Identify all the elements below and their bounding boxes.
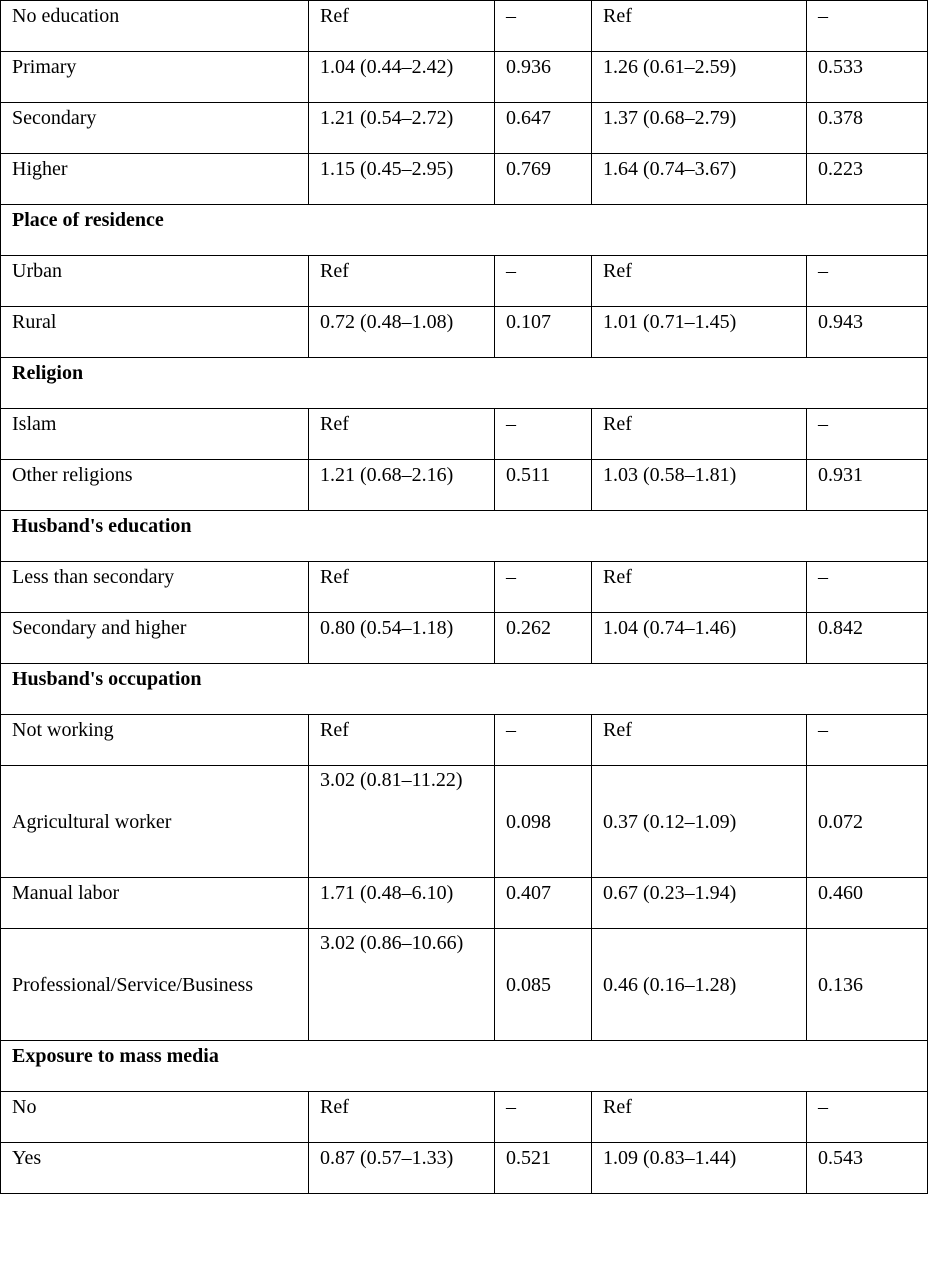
table-row bbox=[1, 409, 928, 460]
table-row bbox=[1, 154, 928, 205]
table-row bbox=[1, 256, 928, 307]
p-value-cell-2: – bbox=[807, 1, 928, 52]
p-value-cell-2: – bbox=[807, 1092, 928, 1143]
p-value-cell-2: – bbox=[807, 256, 928, 307]
odds-ratio-cell-2: 1.01 (0.71–1.45) bbox=[592, 307, 807, 358]
table-body bbox=[1, 1, 928, 1194]
row-label-cell: Higher bbox=[1, 154, 309, 205]
section-header: Place of residence bbox=[1, 205, 928, 256]
p-value-cell-2: 0.943 bbox=[807, 307, 928, 358]
table-row bbox=[1, 1092, 928, 1143]
row-label-cell: Urban bbox=[1, 256, 309, 307]
odds-ratio-cell-1: 1.21 (0.68–2.16) bbox=[309, 460, 495, 511]
p-value-cell-1: 0.647 bbox=[495, 103, 592, 154]
section-header-row bbox=[1, 511, 928, 562]
p-value-cell-2: – bbox=[807, 409, 928, 460]
p-value-cell-1: 0.769 bbox=[495, 154, 592, 205]
odds-ratio-cell-1: 1.04 (0.44–2.42) bbox=[309, 52, 495, 103]
odds-ratio-cell-1: 0.87 (0.57–1.33) bbox=[309, 1143, 495, 1194]
row-label-cell: No bbox=[1, 1092, 309, 1143]
odds-ratio-cell-1: 1.21 (0.54–2.72) bbox=[309, 103, 495, 154]
p-value-cell-1: 0.098 bbox=[495, 766, 592, 878]
p-value-cell-2: 0.543 bbox=[807, 1143, 928, 1194]
p-value-cell-2: 0.072 bbox=[807, 766, 928, 878]
section-header: Exposure to mass media bbox=[1, 1041, 928, 1092]
odds-ratio-cell-1: 1.15 (0.45–2.95) bbox=[309, 154, 495, 205]
section-header: Religion bbox=[1, 358, 928, 409]
odds-ratio-cell-1: 3.02 (0.86–10.66) bbox=[309, 929, 495, 1041]
table-row bbox=[1, 460, 928, 511]
row-label-cell: Secondary bbox=[1, 103, 309, 154]
odds-ratio-cell-2: 0.67 (0.23–1.94) bbox=[592, 878, 807, 929]
row-label-cell: Yes bbox=[1, 1143, 309, 1194]
odds-ratio-cell-1: Ref bbox=[309, 1092, 495, 1143]
section-header-row bbox=[1, 1041, 928, 1092]
p-value-cell-1: 0.521 bbox=[495, 1143, 592, 1194]
section-header-row bbox=[1, 664, 928, 715]
odds-ratio-cell-2: 1.03 (0.58–1.81) bbox=[592, 460, 807, 511]
row-label-cell: Manual labor bbox=[1, 878, 309, 929]
row-label-cell: Rural bbox=[1, 307, 309, 358]
p-value-cell-2: 0.378 bbox=[807, 103, 928, 154]
row-label-cell: Islam bbox=[1, 409, 309, 460]
table-row bbox=[1, 103, 928, 154]
odds-ratio-cell-2: 1.64 (0.74–3.67) bbox=[592, 154, 807, 205]
row-label-cell: Other religions bbox=[1, 460, 309, 511]
odds-ratio-cell-1: Ref bbox=[309, 715, 495, 766]
p-value-cell-2: – bbox=[807, 715, 928, 766]
odds-ratio-cell-2: 0.46 (0.16–1.28) bbox=[592, 929, 807, 1041]
odds-ratio-cell-2: Ref bbox=[592, 562, 807, 613]
odds-ratio-cell-2: Ref bbox=[592, 715, 807, 766]
section-header: Husband's education bbox=[1, 511, 928, 562]
p-value-cell-2: – bbox=[807, 562, 928, 613]
section-header: Husband's occupation bbox=[1, 664, 928, 715]
odds-ratio-cell-1: Ref bbox=[309, 409, 495, 460]
p-value-cell-1: – bbox=[495, 1092, 592, 1143]
odds-ratio-cell-1: Ref bbox=[309, 562, 495, 613]
odds-ratio-cell-2: 0.37 (0.12–1.09) bbox=[592, 766, 807, 878]
p-value-cell-1: 0.085 bbox=[495, 929, 592, 1041]
p-value-cell-2: 0.931 bbox=[807, 460, 928, 511]
table-row bbox=[1, 1143, 928, 1194]
p-value-cell-2: 0.842 bbox=[807, 613, 928, 664]
odds-ratio-cell-2: Ref bbox=[592, 409, 807, 460]
p-value-cell-1: – bbox=[495, 256, 592, 307]
odds-ratio-cell-2: 1.37 (0.68–2.79) bbox=[592, 103, 807, 154]
odds-ratio-cell-1: 3.02 (0.81–11.22) bbox=[309, 766, 495, 878]
p-value-cell-2: 0.460 bbox=[807, 878, 928, 929]
p-value-cell-1: 0.262 bbox=[495, 613, 592, 664]
p-value-cell-1: 0.107 bbox=[495, 307, 592, 358]
odds-ratio-cell-1: Ref bbox=[309, 1, 495, 52]
p-value-cell-1: 0.407 bbox=[495, 878, 592, 929]
row-label-cell: Less than secondary bbox=[1, 562, 309, 613]
p-value-cell-1: – bbox=[495, 1, 592, 52]
row-label-cell: No education bbox=[1, 1, 309, 52]
table-row bbox=[1, 52, 928, 103]
table-row bbox=[1, 613, 928, 664]
row-label-cell: Agricultural worker bbox=[1, 766, 309, 878]
odds-ratio-cell-1: 1.71 (0.48–6.10) bbox=[309, 878, 495, 929]
row-label-cell: Secondary and higher bbox=[1, 613, 309, 664]
odds-ratio-cell-2: Ref bbox=[592, 1, 807, 52]
p-value-cell-1: 0.936 bbox=[495, 52, 592, 103]
table-row bbox=[1, 715, 928, 766]
row-label-cell: Not working bbox=[1, 715, 309, 766]
table-row bbox=[1, 1, 928, 52]
odds-ratio-cell-2: Ref bbox=[592, 256, 807, 307]
odds-ratio-cell-2: 1.04 (0.74–1.46) bbox=[592, 613, 807, 664]
odds-ratio-cell-1: 0.72 (0.48–1.08) bbox=[309, 307, 495, 358]
table-row bbox=[1, 307, 928, 358]
odds-ratio-cell-2: Ref bbox=[592, 1092, 807, 1143]
p-value-cell-2: 0.533 bbox=[807, 52, 928, 103]
table-row bbox=[1, 562, 928, 613]
row-label-cell: Primary bbox=[1, 52, 309, 103]
table-row bbox=[1, 929, 928, 1041]
p-value-cell-1: – bbox=[495, 715, 592, 766]
odds-ratio-cell-2: 1.26 (0.61–2.59) bbox=[592, 52, 807, 103]
p-value-cell-2: 0.136 bbox=[807, 929, 928, 1041]
table-row bbox=[1, 878, 928, 929]
p-value-cell-1: – bbox=[495, 562, 592, 613]
table-row bbox=[1, 766, 928, 878]
p-value-cell-1: – bbox=[495, 409, 592, 460]
section-header-row bbox=[1, 205, 928, 256]
row-label-cell: Professional/Service/Business bbox=[1, 929, 309, 1041]
odds-ratio-cell-2: 1.09 (0.83–1.44) bbox=[592, 1143, 807, 1194]
p-value-cell-1: 0.511 bbox=[495, 460, 592, 511]
p-value-cell-2: 0.223 bbox=[807, 154, 928, 205]
odds-ratio-cell-1: Ref bbox=[309, 256, 495, 307]
odds-ratio-cell-1: 0.80 (0.54–1.18) bbox=[309, 613, 495, 664]
section-header-row bbox=[1, 358, 928, 409]
